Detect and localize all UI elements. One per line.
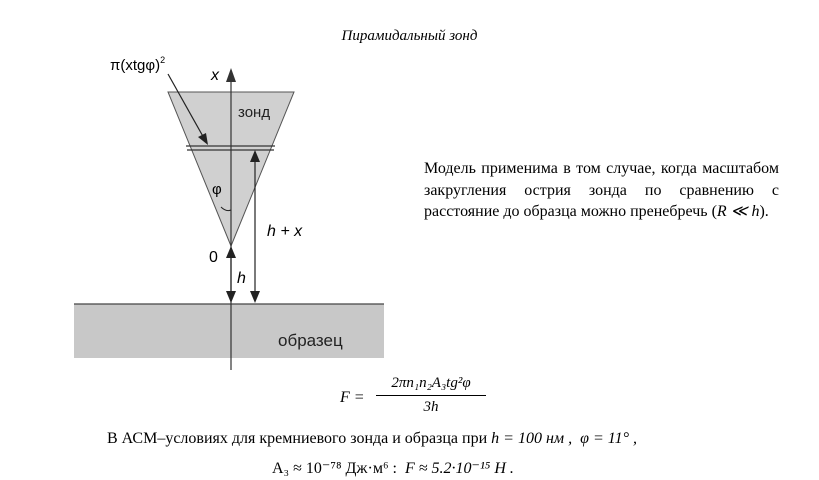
conditions-phi-value: φ = 11° , bbox=[580, 430, 637, 447]
result-a3: A₃ ≈ 10⁻⁷⁸ Дж·м⁶ : bbox=[272, 460, 397, 477]
h-label: h bbox=[237, 270, 246, 287]
h-arrow-top bbox=[226, 246, 236, 258]
result-line bbox=[272, 458, 514, 478]
x-axis-arrowhead bbox=[226, 68, 236, 82]
conditions-prefix: В АСМ–условиях для кремниевого зонда и образца при bbox=[107, 430, 492, 447]
hx-label: h + x bbox=[267, 223, 303, 240]
formula-numerator: 2πn₁n₂A₃tg²φ bbox=[391, 375, 471, 391]
formula-denominator: 3h bbox=[423, 399, 439, 415]
zero-label: 0 bbox=[209, 249, 218, 266]
conditions-h-value: h = 100 нм , bbox=[491, 430, 573, 447]
angle-label: φ bbox=[212, 181, 222, 198]
sample-label: образец bbox=[278, 331, 343, 350]
page-title: Пирамидальный зонд bbox=[341, 28, 478, 44]
fraction-bar bbox=[376, 395, 486, 396]
hx-arrow-bottom bbox=[250, 291, 260, 303]
x-axis-label: x bbox=[211, 67, 219, 84]
probe-label: зонд bbox=[238, 104, 271, 121]
formula-fraction bbox=[376, 375, 486, 416]
description-condition: R ≪ h bbox=[716, 203, 760, 220]
model-description bbox=[424, 158, 779, 223]
conditions-line bbox=[107, 430, 637, 448]
description-end: ). bbox=[759, 203, 769, 220]
description-text: Модель применима в том случае, когда масштабом закругления острия зонда по сравнению с расстояние до образца можно пренебречь ( bbox=[424, 160, 779, 220]
result-force: F ≈ 5.2·10⁻¹⁵ Н . bbox=[404, 460, 514, 477]
area-label: $\pi(xtg\varphi)^2$ bbox=[110, 55, 166, 74]
h-arrow-bottom bbox=[226, 291, 236, 303]
formula-lhs: F = bbox=[340, 389, 365, 406]
